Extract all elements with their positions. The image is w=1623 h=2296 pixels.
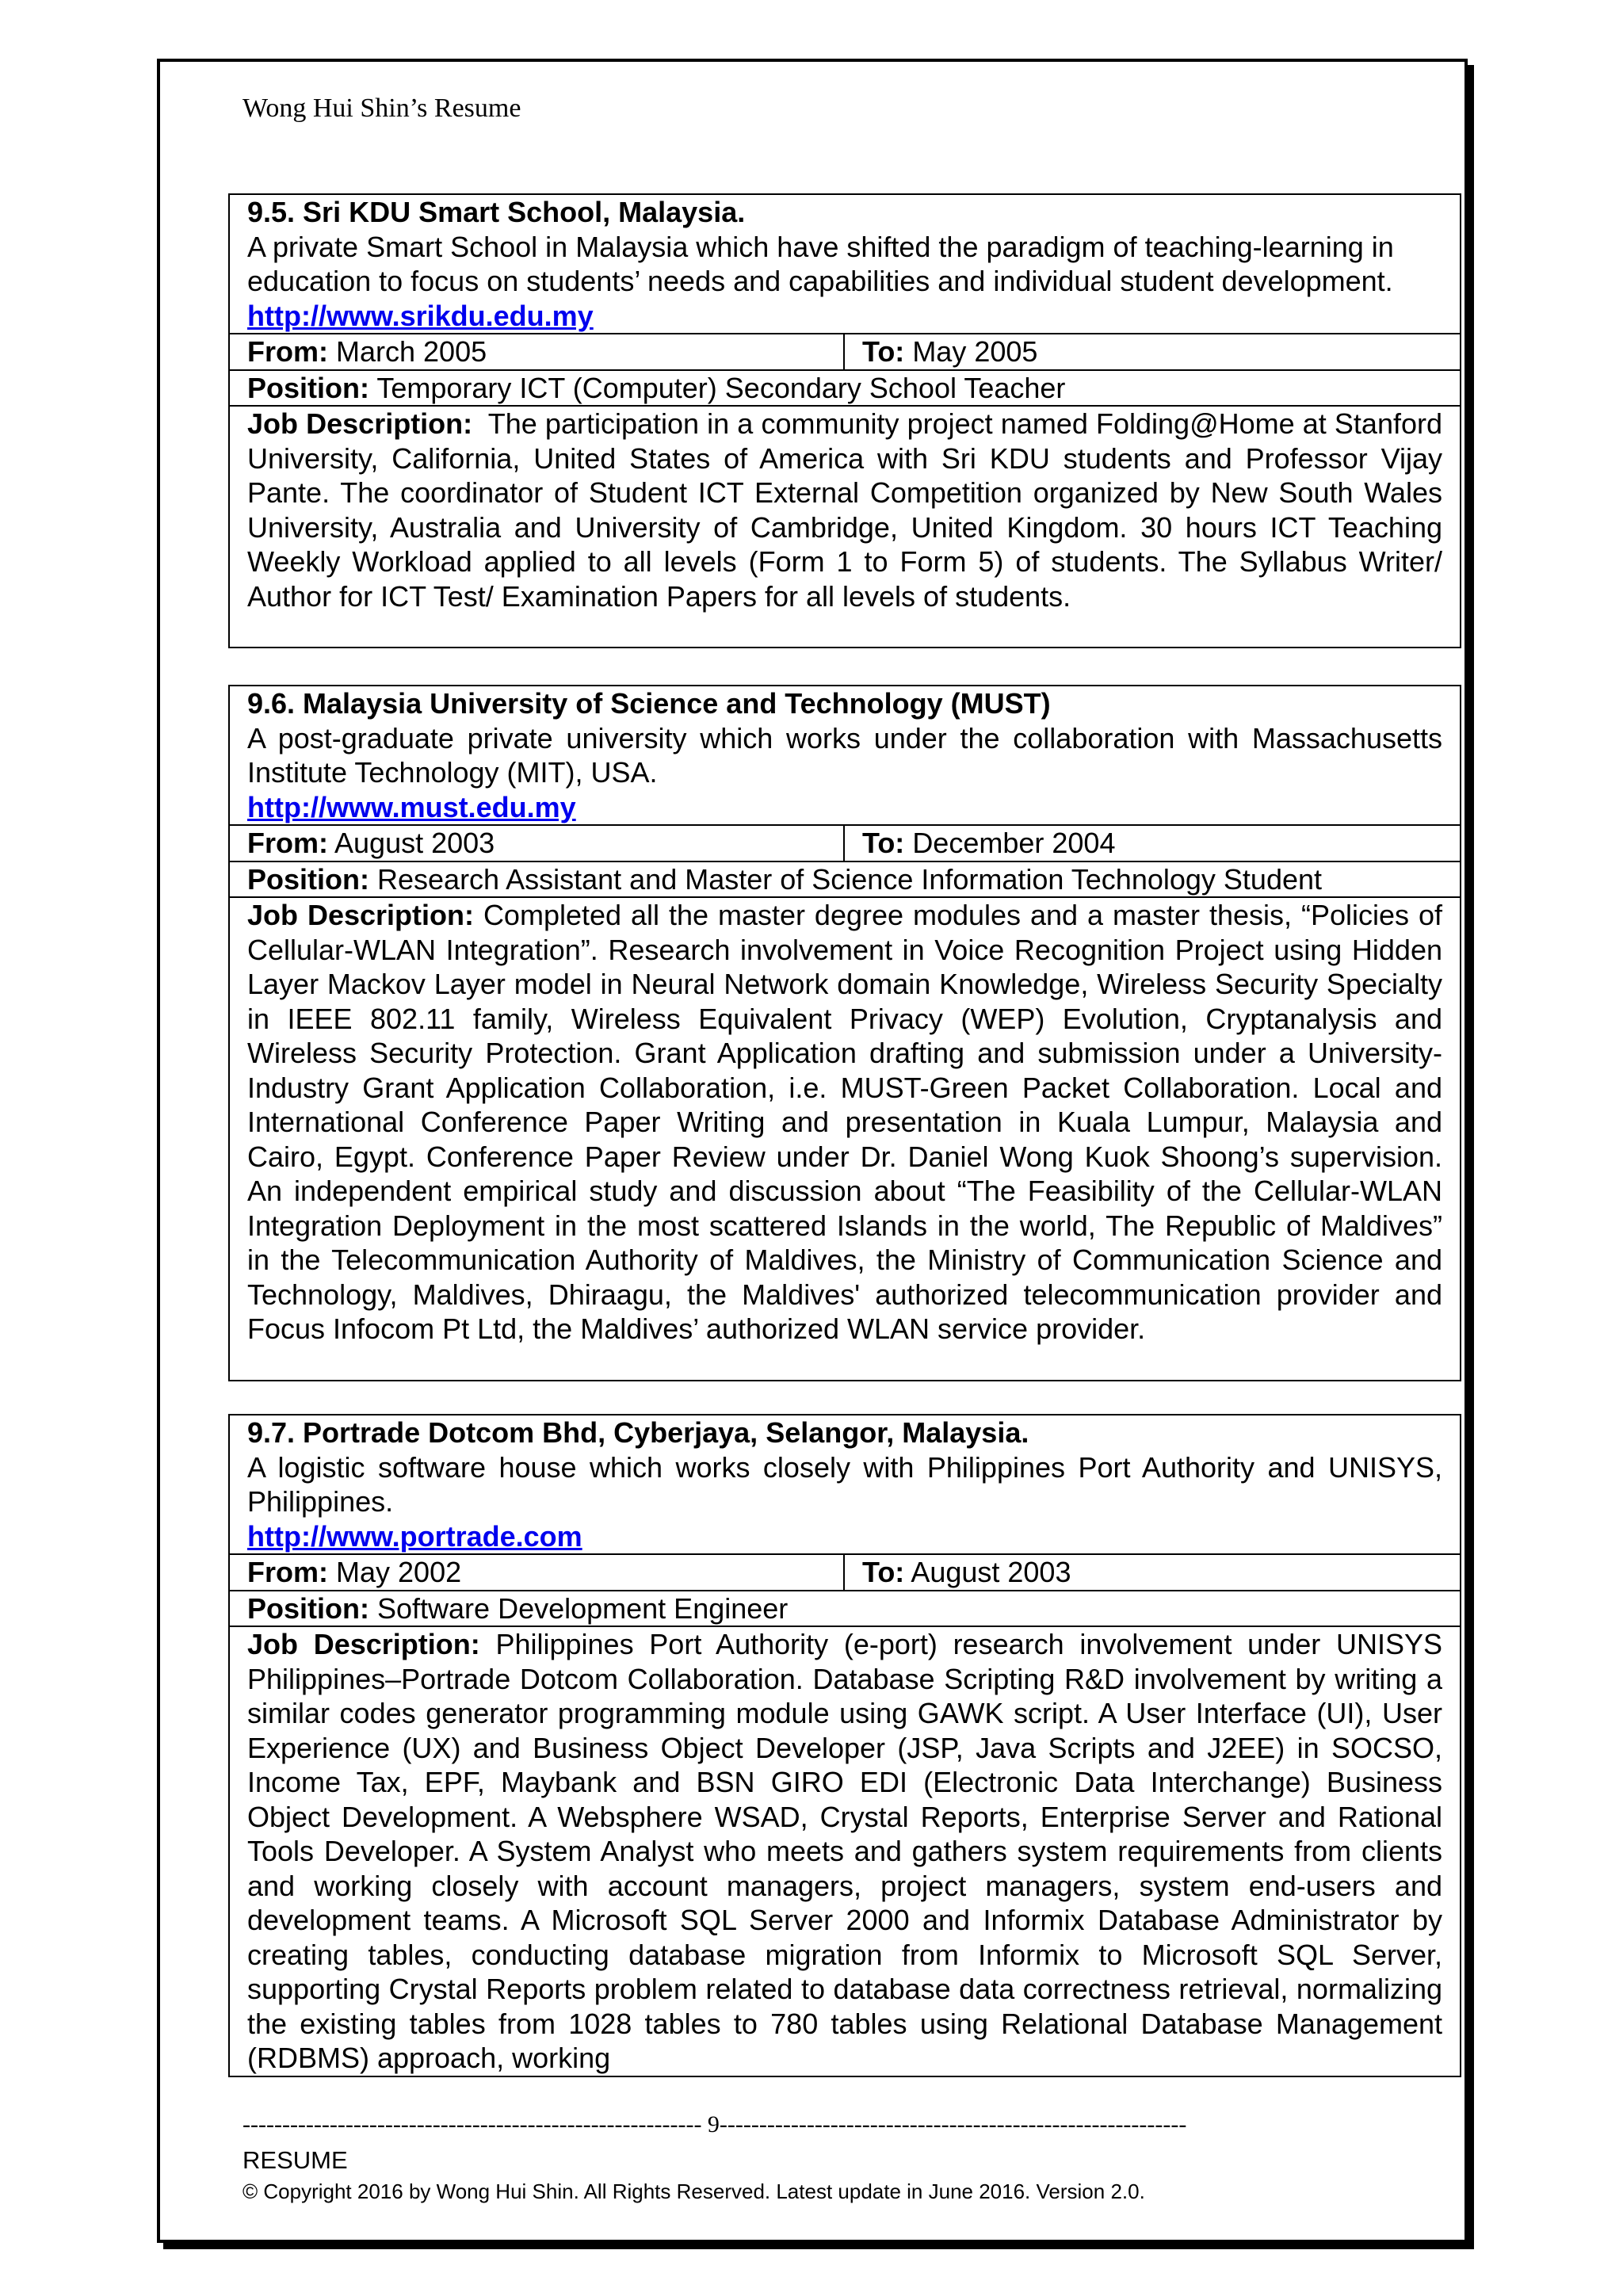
date-row [230,1555,1460,1591]
job-description-text: Philippines Port Authority (e-port) research involvement under UNISYS Philippines–Portrade Dotcom Collaboration. Database Scripting R&D involvement by writing a similar codes generator programming module using GAWK script. A User Interface (UI), User Experience (UX) and Business Object Developer (JSP, Java Scripts and J2EE) in SOCSO, Income Tax, EPF, Maybank and BSN GIRO EDI (Electronic Data Interchange) Business Object Development. A Websphere WSAD, Crystal Reports, Enterprise Server and Rational Tools Developer. A System Analyst who meets and gathers system requirements from clients and working closely with account managers, project managers, system end-users and development teams. A Microsoft SQL Server 2000 and Informix Database Administrator by creating tables, conducting database migration from Informix to Microsoft SQL Server, supporting Crystal Reports problem related to database data correctness retrieval, normalizing the existing tables from 1028 tables to 780 tables using Relational Database Management (RDBMS) approach, working [247,1628,1442,2074]
from-value: March 2005 [336,335,487,368]
position-value: Research Assistant and Master of Science Information Technology Student [377,862,1323,896]
to-label: To: [862,827,905,859]
running-header: Wong Hui Shin’s Resume [242,94,521,123]
position-value: Temporary ICT (Computer) Secondary School Teacher [376,371,1066,404]
job-description-row [230,898,1460,1380]
org-description: A logistic software house which works closely with Philippines Port Authority and UNISYS, Philippines. [247,1450,1442,1518]
footer-title: RESUME [242,2146,348,2174]
job-description-row [230,1627,1460,2076]
to-cell [845,1555,1460,1590]
org-website-link[interactable]: http://www.portrade.com [247,1519,582,1553]
footer-page-number-rule: ---------------------------------------------------------- 9----------------------------------------------------------- [242,2111,1187,2137]
org-website-link[interactable]: http://www.srikdu.edu.my [247,299,594,332]
position-row [230,862,1460,899]
org-block [230,1415,1460,1555]
from-cell [230,334,845,369]
experience-entry-sri-kdu [228,193,1461,648]
position-value: Software Development Engineer [377,1591,789,1625]
from-label: From: [247,827,328,859]
org-block [230,195,1460,334]
org-heading: 9.6. Malaysia University of Science and Technology (MUST) [247,687,1051,720]
org-block [230,686,1460,826]
org-heading: 9.7. Portrade Dotcom Bhd, Cyberjaya, Selangor, Malaysia. [247,1416,1029,1449]
to-label: To: [862,1556,905,1588]
footer-copyright: © Copyright 2016 by Wong Hui Shin. All Rights Reserved. Latest update in June 2016. Version 2.0. [242,2179,1145,2203]
to-value: December 2004 [912,827,1116,859]
position-label: Position: [247,862,369,896]
org-description: A post-graduate private university which works under the collaboration with Massachusetts Institute Technology (MIT), USA. [247,721,1442,789]
experience-entry-must [228,685,1461,1381]
to-cell [845,334,1460,369]
from-value: May 2002 [336,1556,462,1588]
from-label: From: [247,1556,328,1588]
to-cell [845,826,1460,861]
org-heading: 9.5. Sri KDU Smart School, Malaysia. [247,196,746,228]
job-description-label: Job Description: [247,407,473,440]
to-label: To: [862,335,905,368]
position-label: Position: [247,371,369,404]
job-description-text: The participation in a community project named Folding@Home at Stanford University, California, United States of America with Sri KDU students and Professor Vijay Pante. The coordinator of Student ICT External Competition organized by New South Wales University, Australia and University of Cambridge, United Kingdom. 30 hours ICT Teaching Weekly Workload applied to all levels (Form 1 to Form 5) of students. The Syllabus Writer/ Author for ICT Test/ Examination Papers for all levels of students. [247,407,1443,613]
org-description: A private Smart School in Malaysia which have shifted the paradigm of teaching-learning in education to focus on students’ needs and capabilities and individual student development. [247,230,1394,297]
position-label: Position: [247,1591,369,1625]
job-description-text: Completed all the master degree modules and a master thesis, “Policies of Cellular-WLAN Integration”. Research involvement in Voice Recognition Project using Hidden Layer Mackov Layer model in Neural Network domain Knowledge, Wireless Security Specialty in IEEE 802.11 family, Wireless Equivalent Privacy (WEP) Evolution, Cryptanalysis and Wireless Security Protection. Grant Application drafting and submission under a University-Industry Grant Application Collaboration, i.e. MUST-Green Packet Collaboration. Local and International Conference Paper Writing and presentation in Kuala Lumpur, Malaysia and Cairo, Egypt. Conference Paper Review under Dr. Daniel Wong Kuok Shoong’s supervision. An independent empirical study and discussion about “The Feasibility of the Cellular-WLAN Integration Deployment in the most scattered Islands in the world, The Republic of Maldives” in the Telecommunication Authority of Maldives, the Ministry of Communication Science and Technology, Maldives, Dhiraagu, the Maldives' authorized telecommunication provider and Focus Infocom Pt Ltd, the Maldives’ authorized WLAN service provider. [247,899,1442,1345]
experience-entry-portrade [228,1414,1461,2077]
to-value: May 2005 [912,335,1038,368]
job-description-label: Job Description: [247,1628,480,1660]
date-row [230,826,1460,862]
org-website-link[interactable]: http://www.must.edu.my [247,790,576,823]
job-description-label: Job Description: [247,899,474,931]
position-row [230,1591,1460,1628]
from-cell [230,826,845,861]
date-row [230,334,1460,371]
job-description-row [230,407,1460,647]
from-cell [230,1555,845,1590]
from-label: From: [247,335,328,368]
position-row [230,371,1460,407]
to-value: August 2003 [911,1556,1071,1588]
from-value: August 2003 [334,827,495,859]
